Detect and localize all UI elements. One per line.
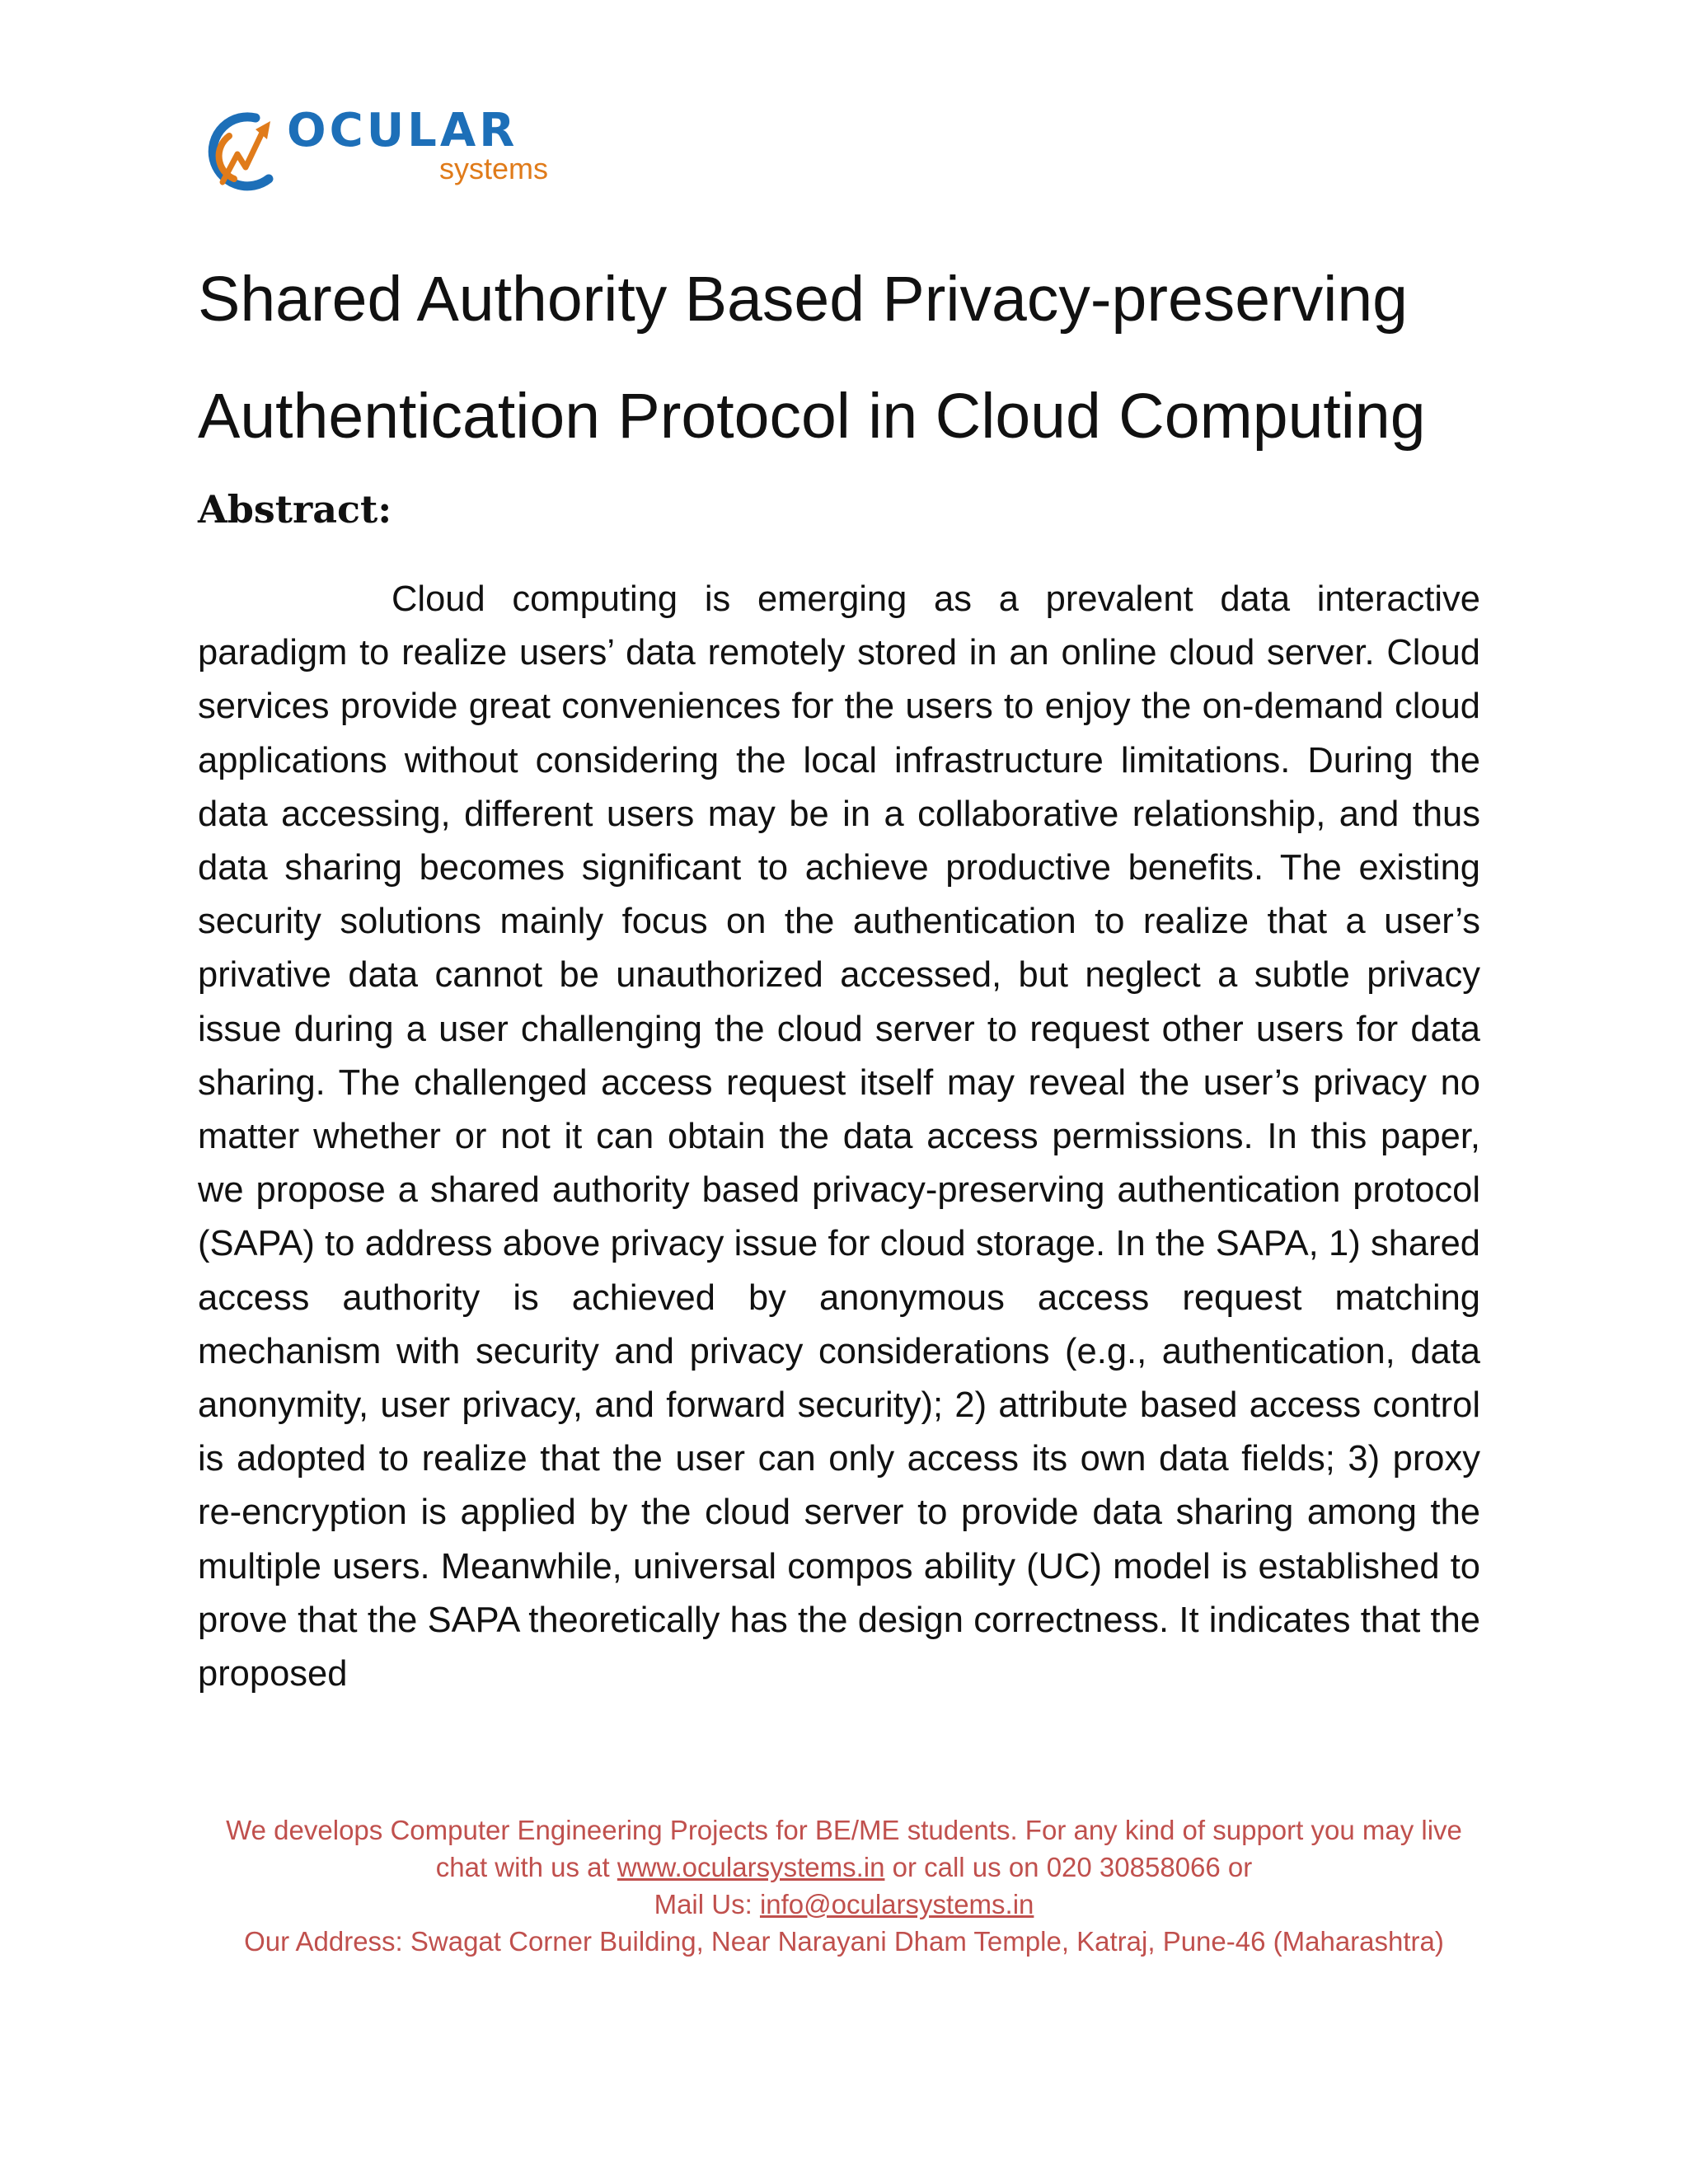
page-footer: [165, 1811, 1523, 1960]
footer-line-1: We develops Computer Engineering Projects for BE/ME students. For any kind of support you may live: [226, 1815, 1462, 1845]
logo-wordmark: OCULAR: [287, 104, 518, 157]
ocular-logo-icon: [204, 103, 287, 202]
footer-line-2: [165, 1849, 1523, 1886]
company-logo: [204, 103, 567, 202]
abstract-body: Cloud computing is emerging as a prevalent data interactive paradigm to realize users’ data remotely stored in an online cloud server. Cloud services provide great conveniences for the users to enjoy the on-demand cloud applications without considering the local infrastructure limitations. During the data accessing, different users may be in a collaborative relationship, and thus data sharing becomes significant to achieve productive benefits. The existing security solutions mainly focus on the authentication to realize that a user’s privative data cannot be unauthorized accessed, but neglect a subtle privacy issue during a user challenging the cloud server to request other users for data sharing. The challenged access request itself may reveal the user’s privacy no matter whether or not it can obtain the data access permissions. In this paper, we propose a shared authority based privacy-preserving authentication protocol (SAPA) to address above privacy issue for cloud storage. In the SAPA, 1) shared access authority is achieved by anonymous access request matching mechanism with security and privacy considerations (e.g., authentication, data anonymity, user privacy, and forward security); 2) attribute based access control is adopted to realize that the user can only access its own data fields; 3) proxy re-encryption is applied by the cloud server to provide data sharing among the multiple users. Meanwhile, universal compos ability (UC) model is established to prove that the SAPA theoretically has the design correctness. It indicates that the proposed: [198, 579, 1480, 1694]
logo-subword: systems: [439, 152, 549, 185]
document-title-line-1: Shared Authority Based Privacy-preserving: [198, 264, 1409, 335]
website-link[interactable]: www.ocularsystems.in: [617, 1852, 885, 1882]
abstract-heading: Abstract:: [198, 487, 392, 532]
document-title-line-2: Authentication Protocol in Cloud Computing: [198, 381, 1426, 452]
footer-phone-text: or call us on 020 30858066 or: [884, 1852, 1253, 1882]
document-title: [198, 241, 1517, 475]
footer-address: Our Address: Swagat Corner Building, Near Narayani Dham Temple, Katraj, Pune-46 (Maharashtra): [244, 1926, 1444, 1957]
email-link[interactable]: info@ocularsystems.in: [759, 1889, 1034, 1919]
footer-mail-label: Mail Us:: [654, 1889, 760, 1919]
footer-chat-text: chat with us at: [435, 1852, 617, 1882]
footer-line-3: [165, 1886, 1523, 1923]
